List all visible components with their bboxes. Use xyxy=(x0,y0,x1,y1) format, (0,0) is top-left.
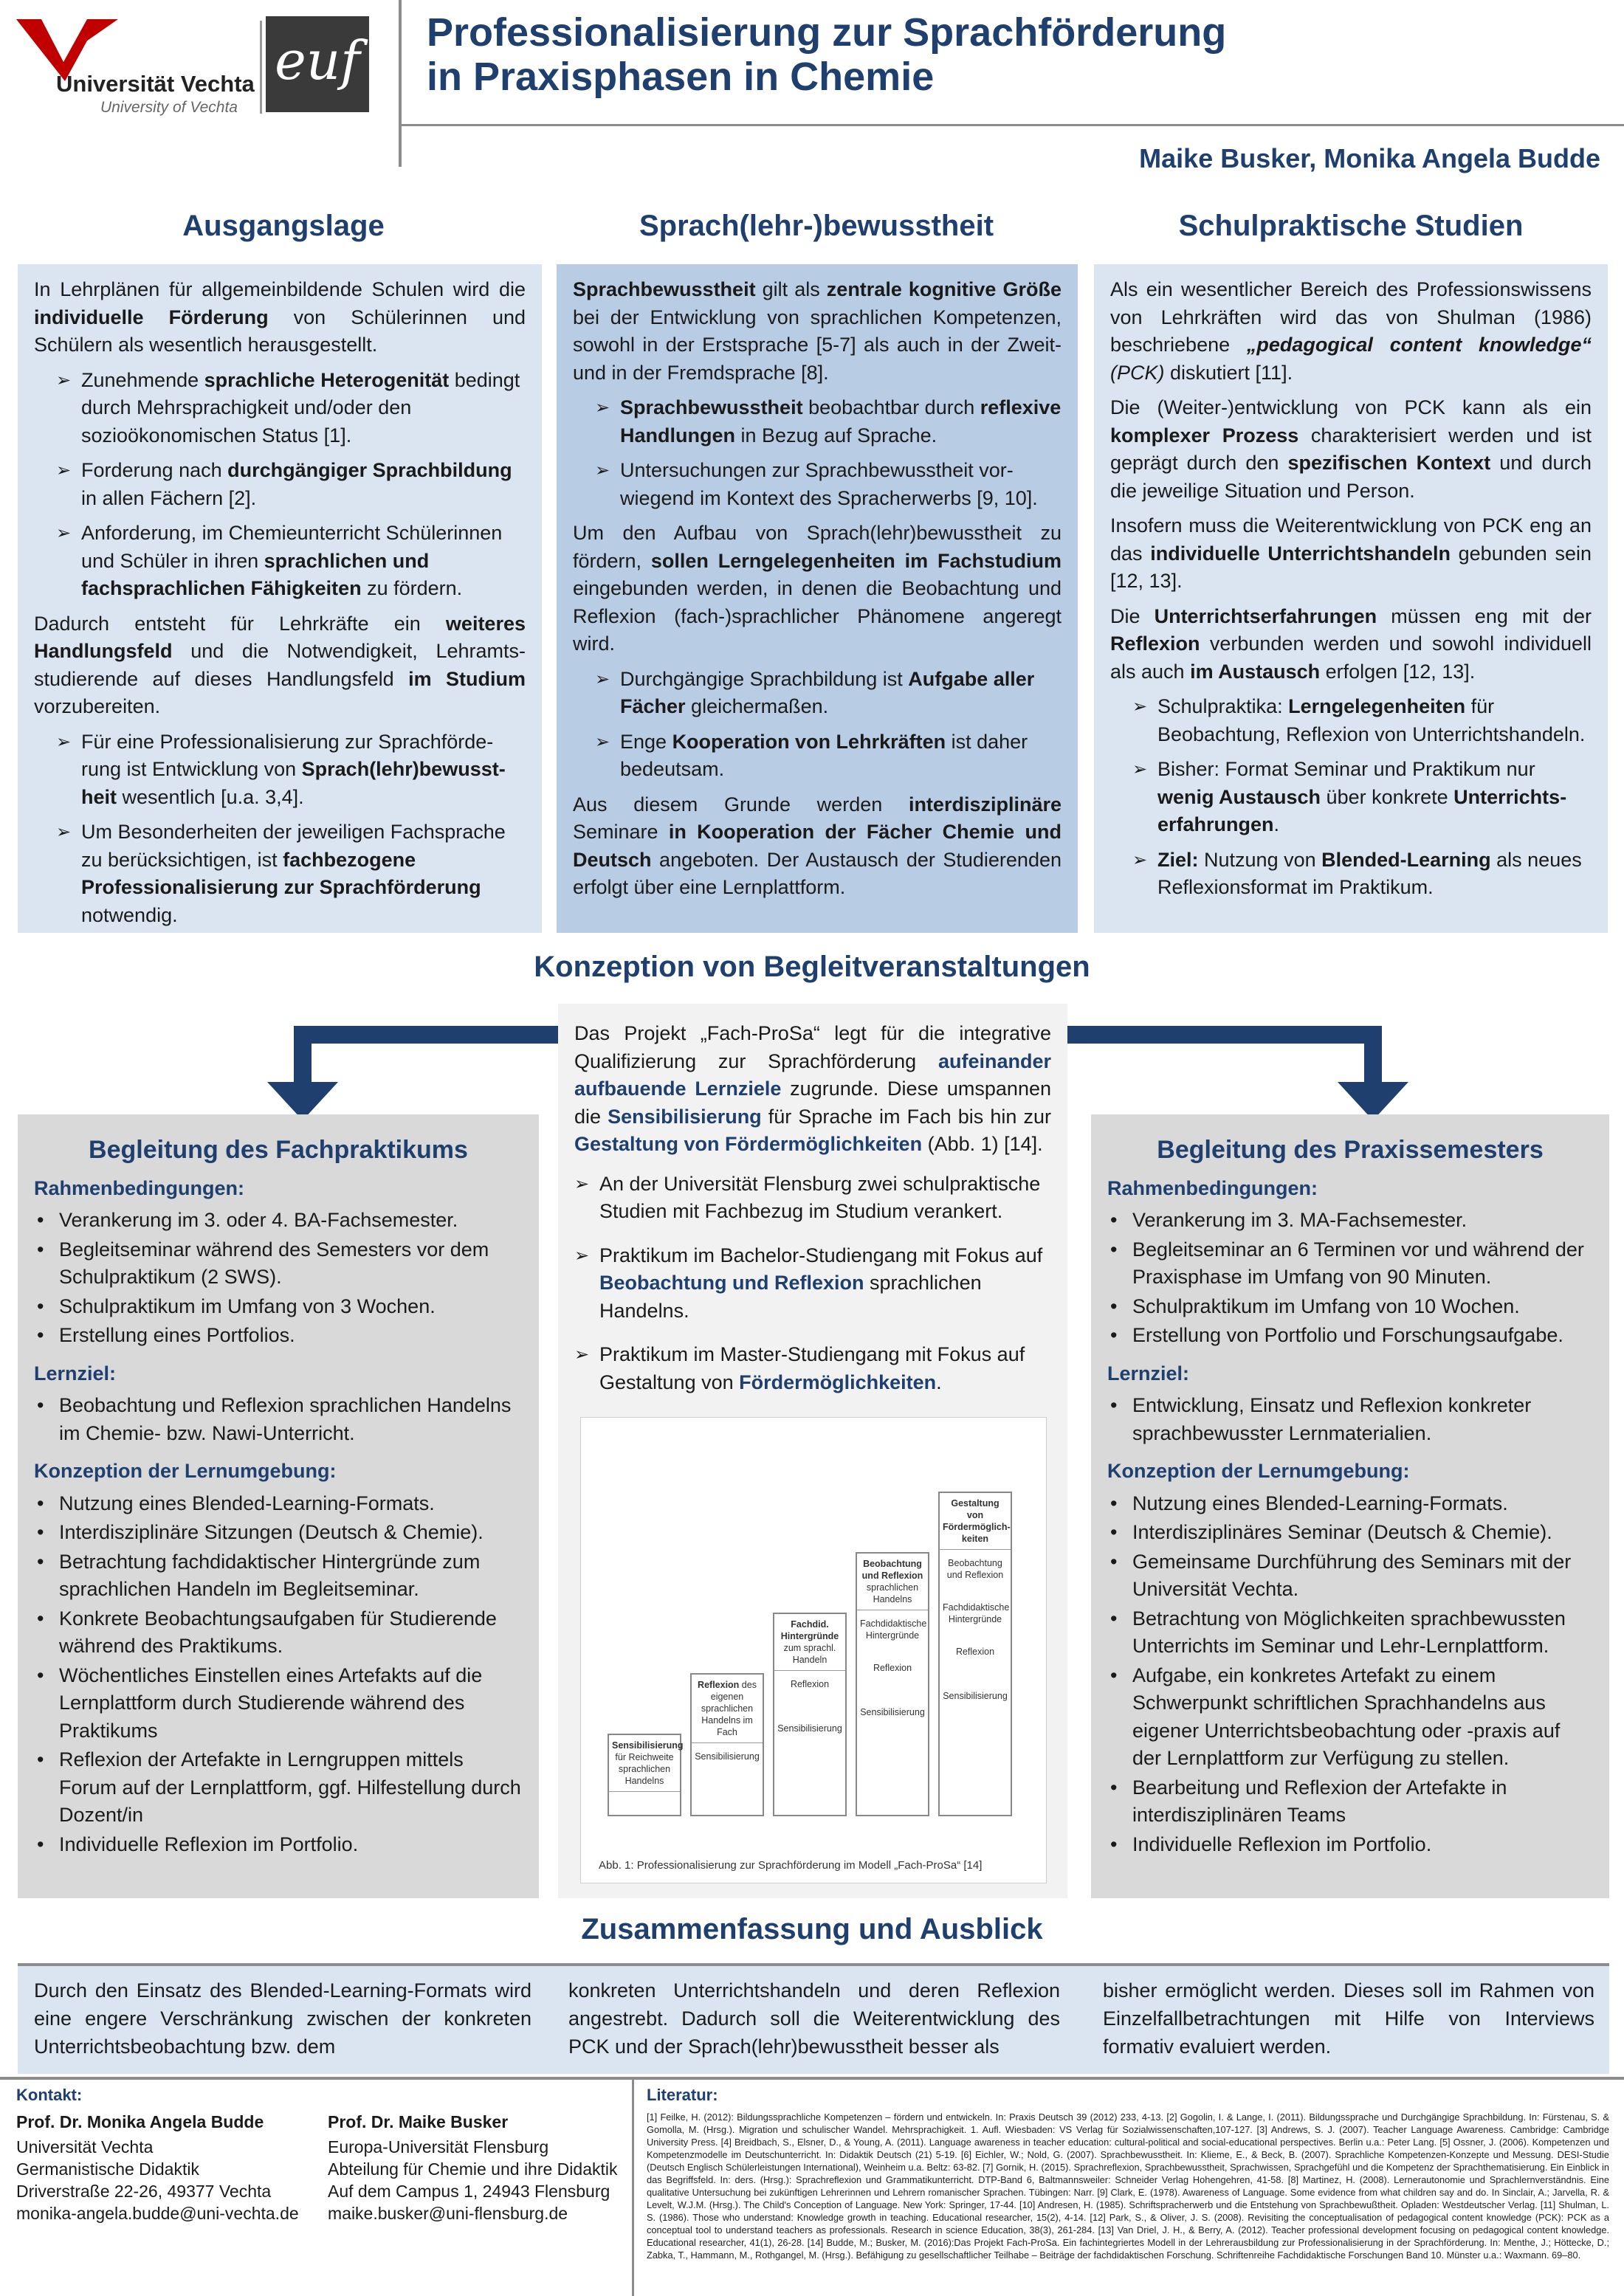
list-item: ➢ Enge Kooperation von Lehrkräften ist daher bedeutsam. xyxy=(595,728,1062,784)
sprach-list-1 xyxy=(573,394,1062,512)
poster-title-line-1: Professionalisierung zur Sprachförderung xyxy=(427,10,1227,55)
list-item: • Interdisziplinäre Sitzungen (Deutsch & Chemie). xyxy=(34,1519,523,1547)
literatur-title: Literatur: xyxy=(647,2086,718,2104)
contact-busker xyxy=(328,2111,617,2224)
contact-line: Germanistische Didaktik xyxy=(16,2159,199,2179)
literatur-text: [1] Feilke, H. (2012): Bildungssprachliche Kompetenzen – fördern und entwickeln. In: Praxis Deutsch 39 (2012) 233, 4-13. [2] Gogolin, I. & Lange, I. (2011). Bildungssprache und Durchgängige Sprachbildung. In: Fürstenau, S. & Gomolla, M. (Hrsg.). Migration und schulischer Wandel. Mehrsprachigkeit. 1. Aufl. Wiesbaden: VS Verlag für Sozialwissenschaften,107-127. [3] Andrews, S. J. (2007). Teacher Language Awareness. Cambridge: Cambridge University Press. [4] Breidbach, S., Elsner, D., & Young, A. (2011). Language awareness in teacher education: cultural-political and social-educational perspectives. Berlin u.a.: Peter Lang. [5] Ossner, J. (2006). Kompetenzen und Kompetenzmodelle im Deutschunterricht. In: Didaktik Deutsch (21) 5-19. [6] Eichler, W.; Nold, G. (2007). Sprachbewusstheit. In: Klieme, E., & Beck, B. (2007). Sprachliche Kompetenzen-Konzepte und Messung. DESI-Studie (Deutsch Englisch Schülerleistungen International), Weinheim u.a. Beltz: 63-82. [7] Gornik, H. (2015). Sprachreflexion, Sprachbewusstheit, Sprachwissen, Sprachgefühl und die Kompetenz der Sprachthematisierung. Ein Einblick in das Begriffsfeld. In: ders. (Hrsg.): Sprachreflexion und Grammatikunterricht. DTP-Band 6, Baltmannsweiler: Schneider Verlag Hohengehren, 41-58. [8] Martinez, H. (2008). Lernerautonomie und Sprachlernverständnis. Eine qualitative Untersuchung bei zukünftigen Lehrerinnen und Lehrern romanischer Sprachen. Tübingen: Narr. [9] Clark, E. (1978). Awareness of Language. Some evidence from what children say and do. In Sinclair, A.; Jarvella, R. & Levelt, W.J.M. (Hrsg.). The Child's Conception of Language. New York: Springer, 17-44. [10] Andresen, H. (1985). Schriftspracherwerb und die Entstehung von Sprachbewußtheit. Opladen: Westdeutscher Verlag. [11] Shulman, L. S. (1986). Those who understand: Knowledge growth in teaching. Educational researcher, 15(2), 4-14. [12] Park, S., & Oliver, J. S. (2008). Revisiting the conceptualisation of pedagogical content knowledge (PCK): PCK as a conceptual tool to understand teachers as professionals. Research in science Education, 38(3), 261-284. [13] Van Driel, J. H., & Berry, A. (2012). Teacher professional development focusing on pedagogical content knowledge. Educational researcher, 41(1), 26-28. [14] Budde, M.; Busker, M. (2016):Das Projekt Fach-ProSa. Ein fachintegriertes Modell in der Lehrerausbildung zur Professionalisierung in der Sprachförderung. In: Menthe, J.; Höttecke, D.; Zabka, T., Hammann, M., Rothgangel, M. (Hrsg.). Befähigung zu gesellschaftlicher Teilhabe – Beiträge der fachdidaktischen Forschung. Schriftenreihe Fachdidaktische Forschungen Band 10. Münster u.a.: Waxmann. 69–80. xyxy=(647,2111,1609,2261)
fach-lernziel-list xyxy=(34,1392,523,1447)
list-item: • Begleitseminar an 6 Terminen vor und während der Praxisphase im Umfang von 90 Minuten. xyxy=(1107,1236,1593,1292)
stair-step-item: Sensibilisierung xyxy=(860,1707,925,1717)
praxis-lernumg-list xyxy=(1107,1490,1593,1859)
university-name-en: University of Vechta xyxy=(100,99,238,116)
fach-lernumg-title: Konzeption der Lernumgebung: xyxy=(34,1460,337,1482)
schul-paragraph-1: Als ein wesentlicher Bereich des Professionswissens von Lehrkräften wird das von Shulman (1986) beschriebene „pedagogical content knowledge“ (PCK) diskutiert [11]. xyxy=(1110,278,1592,384)
list-item: ➢ Für eine Professionalisierung zur Sprachförderung ist Entwicklung von Sprach(lehr)bewusstheit wesentlich [u.a. 3,4]. xyxy=(56,728,526,812)
list-item: ➢ Anforderung, im Chemieunterricht Schülerinnen und Schüler in ihren sprachlichen und fachsprachlichen Fähigkeiten zu fördern. xyxy=(56,520,526,603)
stair-step-item: Sensibilisierung xyxy=(943,1691,1008,1701)
list-item: • Nutzung eines Blended-Learning-Formats. xyxy=(34,1490,523,1518)
list-item: • Verankerung im 3. oder 4. BA-Fachsemester. xyxy=(34,1207,523,1235)
zusammenfassung-col-2: konkreten Unterrichtshandeln und deren Reflexion angestrebt. Dadurch soll die Weiterentwicklung des PCK und der Sprach(lehr)bewusstheit besser als xyxy=(568,1979,1060,2058)
list-item: ➢ Durchgängige Sprachbildung ist Aufgabe aller Fächer gleichermaßen. xyxy=(595,666,1062,721)
sprach-list-2 xyxy=(573,666,1062,784)
list-item: ➢ Bisher: Format Seminar und Praktikum nur wenig Austausch über konkrete Unterrichtserfahrungen. xyxy=(1132,756,1592,839)
kontakt-title: Kontakt: xyxy=(16,2086,83,2104)
list-item: • Erstellung eines Portfolios. xyxy=(34,1322,523,1350)
contact-budde xyxy=(16,2111,299,2224)
list-item: ➢ Sprachbewusstheit beobachtbar durch reflexive Handlungen in Bezug auf Sprache. xyxy=(595,394,1062,449)
fach-rahmen-list xyxy=(34,1207,523,1350)
schul-title: Schulpraktische Studien xyxy=(1178,210,1524,242)
contact-name: Prof. Dr. Maike Busker xyxy=(328,2112,509,2131)
sprach-box xyxy=(557,264,1078,933)
stair-step-item: Beobachtung und Reflexion xyxy=(946,1558,1004,1580)
list-item: ➢ Um Besonderheiten der jeweiligen Fachsprache zu berücksichtigen, ist fachbezogene Professionalisierung zur Sprachförderung notwendig. xyxy=(56,818,526,929)
contact-line: Auf dem Campus 1, 24943 Flensburg xyxy=(328,2182,610,2201)
fach-prosa-figure xyxy=(580,1417,1047,1883)
praxis-lernumg-title: Konzeption der Lernumgebung: xyxy=(1107,1460,1410,1482)
stairs-diagram xyxy=(581,1418,1046,1831)
university-name: Universität Vechta xyxy=(56,71,255,97)
zusammenfassung-box xyxy=(18,1963,1609,2074)
sprach-title: Sprach(lehr-)bewusstheit xyxy=(639,210,994,242)
fach-lernumg-list xyxy=(34,1490,523,1859)
fach-lernziel-title: Lernziel: xyxy=(34,1362,117,1385)
list-item: ➢ Ziel: Nutzung von Blended-Learning als neues Reflexionsformat im Praktikum. xyxy=(1132,847,1592,902)
contact-line: Europa-Universität Flensburg xyxy=(328,2137,549,2157)
euf-logo: euf xyxy=(266,16,369,112)
contact-line[interactable]: maike.busker@uni-flensburg.de xyxy=(328,2204,568,2223)
list-item: • Schulpraktikum im Umfang von 10 Wochen. xyxy=(1107,1293,1593,1321)
stair-step-item: Reflexion xyxy=(790,1679,830,1689)
stair-step xyxy=(938,1492,1012,1816)
list-item: • Entwicklung, Einsatz und Reflexion konkreter sprachbewusster Lernmaterialien. xyxy=(1107,1392,1593,1447)
list-item: • Schulpraktikum im Umfang von 3 Wochen. xyxy=(34,1293,523,1321)
list-item: • Individuelle Reflexion im Portfolio. xyxy=(1107,1831,1593,1859)
schul-paragraph-4: Die Unterrichtserfahrungen müssen eng mit der Reflexion verbunden werden und sowohl individuell als auch im Austausch erfolgen [12, 13]. xyxy=(1110,604,1592,683)
list-item: • Betrachtung von Möglichkeiten sprachbewussten Unterrichts im Seminar und Lehr-Lernplattform. xyxy=(1107,1605,1593,1661)
list-item: • Wöchentliches Einstellen eines Artefakts auf die Lernplattform durch Studierende während des Praktikums xyxy=(34,1662,523,1745)
logo-divider xyxy=(260,21,262,114)
stair-step-item: Reflexion xyxy=(955,1647,995,1657)
ausgangslage-paragraph-2: Dadurch entsteht für Lehrkräfte ein weiteres Handlungsfeld und die Notwendigkeit, Lehramtsstudierende auf dieses Handlungsfeld im Studium vorzubereiten. xyxy=(34,612,526,717)
stair-step xyxy=(773,1613,847,1816)
zusammenfassung-col-3: bisher ermöglicht werden. Dieses soll im Rahmen von Einzelfallbetrachtungen mit Hilfe von Interviews formativ evaluiert werden. xyxy=(1103,1979,1594,2058)
stair-step-heading: Fachdid. Hintergründe zum sprachl. Handeln xyxy=(774,1614,845,1671)
list-item: ➢ An der Universität Flensburg zwei schulpraktische Studien mit Fachbezug im Studium verankert. xyxy=(574,1171,1051,1226)
poster-title-line-2: in Praxisphasen in Chemie xyxy=(427,55,935,99)
list-item: ➢ Zunehmende sprachliche Heterogenität bedingt durch Mehrsprachigkeit und/oder den sozioökonomischen Status [1]. xyxy=(56,367,526,450)
list-item: ➢ Untersuchungen zur Sprachbewusstheit vorwiegend im Kontext des Spracherwerbs [9, 10]. xyxy=(595,457,1062,512)
stair-step-item: Fachdidaktische Hintergründe xyxy=(860,1618,927,1641)
ausgangslage-box xyxy=(18,264,542,933)
konzeption-list xyxy=(574,1171,1051,1397)
figure-caption: Abb. 1: Professionalisierung zur Sprachförderung im Modell „Fach-ProSa“ [14] xyxy=(599,1859,983,1872)
ausgangslage-list-1 xyxy=(34,367,526,603)
list-item: • Nutzung eines Blended-Learning-Formats. xyxy=(1107,1490,1593,1518)
konzeption-title: Konzeption von Begleitveranstaltungen xyxy=(534,951,1090,983)
stair-step-item: Sensibilisierung xyxy=(777,1723,842,1734)
stair-step-item: Fachdidaktische Hintergründe xyxy=(943,1602,1010,1624)
list-item: ➢ Praktikum im Bachelor-Studiengang mit Fokus auf Beobachtung und Reflexion sprachlichen Handelns. xyxy=(574,1242,1051,1325)
contact-line: Universität Vechta xyxy=(16,2137,154,2157)
stair-step xyxy=(608,1734,684,1816)
schul-box xyxy=(1094,264,1608,933)
list-item: • Reflexion der Artefakte in Lerngruppen mittels Forum auf der Lernplattform, ggf. Hilfestellung durch Dozent/in xyxy=(34,1746,523,1830)
list-item: ➢ Praktikum im Master-Studiengang mit Fokus auf Gestaltung von Fördermöglichkeiten. xyxy=(574,1341,1051,1396)
praxis-rahmen-title: Rahmenbedingungen: xyxy=(1107,1176,1318,1199)
praxis-box xyxy=(1091,1114,1609,1898)
footer-divider-vertical xyxy=(632,2080,634,2296)
list-item: • Erstellung von Portfolio und Forschungsaufgabe. xyxy=(1107,1322,1593,1350)
list-item: • Bearbeitung und Reflexion der Artefakte in interdisziplinären Teams xyxy=(1107,1774,1593,1830)
stair-step-item: Reflexion xyxy=(873,1663,912,1673)
footer-divider xyxy=(0,2077,1624,2080)
ausgangslage-title: Ausgangslage xyxy=(182,210,385,242)
praxis-lernziel-list xyxy=(1107,1392,1593,1447)
stair-step-heading: Reflexion des eigenen sprachlichen Handelns im Fach xyxy=(692,1675,763,1743)
schul-paragraph-3: Insofern muss die Weiterentwicklung von PCK eng an das individuelle Unterrichtshandeln gebunden sein [12, 13]. xyxy=(1110,514,1592,592)
schul-paragraph-2: Die (Weiter-)entwicklung von PCK kann als ein komplexer Prozess charakterisiert werden und ist geprägt durch den spezifischen Kontext und durch die jeweilige Situation und Person. xyxy=(1110,396,1592,502)
praxis-lernziel-title: Lernziel: xyxy=(1107,1362,1190,1385)
fach-title: Begleitung des Fachpraktikums xyxy=(89,1136,468,1164)
list-item: • Gemeinsame Durchführung des Seminars mit der Universität Vechta. xyxy=(1107,1548,1593,1604)
zusammenfassung-title: Zusammenfassung und Ausblick xyxy=(581,1913,1043,1945)
header xyxy=(0,0,1624,173)
list-item: • Konkrete Beobachtungsaufgaben für Studierende während des Praktikums. xyxy=(34,1605,523,1661)
authors: Maike Busker, Monika Angela Budde xyxy=(1139,143,1600,173)
list-item: • Individuelle Reflexion im Portfolio. xyxy=(34,1831,523,1859)
list-item: • Interdisziplinäres Seminar (Deutsch & Chemie). xyxy=(1107,1519,1593,1547)
contact-line[interactable]: monika-angela.budde@uni-vechta.de xyxy=(16,2204,299,2223)
fach-box xyxy=(18,1114,539,1898)
sprach-paragraph-3: Aus diesem Grunde werden interdisziplinäre Seminare in Kooperation der Fächer Chemie und Deutsch angeboten. Der Austausch der Studierenden erfolgt über eine Lernplattform. xyxy=(573,793,1062,898)
ausgangslage-paragraph-1: In Lehrplänen für allgemeinbildende Schulen wird die individuelle Förderung von Schülerinnen und Schülern als wesentlich herausgestellt. xyxy=(34,278,526,356)
list-item: • Aufgabe, ein konkretes Artefakt zu einem Schwerpunkt schriftlichen Sprachhandelns aus eigener Unterrichtsbeobachtung oder -praxis auf der Lernplattform zur Verfügung zu stellen. xyxy=(1107,1662,1593,1773)
list-item: • Beobachtung und Reflexion sprachlichen Handelns im Chemie- bzw. Nawi-Unterricht. xyxy=(34,1392,523,1447)
zusammenfassung-col-1: Durch den Einsatz des Blended-Learning-Formats wird eine engere Verschränkung zwischen der konkreten Unterrichtsbeobachtung bzw. dem xyxy=(34,1979,531,2058)
poster-title xyxy=(427,10,1226,99)
contact-line: Abteilung für Chemie und ihre Didaktik xyxy=(328,2159,618,2179)
list-item: • Betrachtung fachdidaktischer Hintergründe zum sprachlichen Handeln im Begleitseminar. xyxy=(34,1548,523,1604)
stair-step-item: Sensibilisierung xyxy=(695,1751,760,1762)
konzeption-paragraph-1: Das Projekt „Fach-ProSa“ legt für die integrative Qualifizierung zur Sprachförderung aufeinander aufbauende Lernziele zugrunde. Diese umspannen die Sensibilisierung für Sprache im Fach bis hin zur Gestaltung von Fördermöglichkeiten (Abb. 1) [14]. xyxy=(574,1022,1051,1155)
ausgangslage-list-2 xyxy=(34,728,526,930)
stair-step-heading: Gestaltung von Fördermöglichkeiten xyxy=(940,1493,1011,1550)
fach-rahmen-title: Rahmenbedingungen: xyxy=(34,1176,244,1199)
list-item: ➢ Schulpraktika: Lerngelegenheiten für Beobachtung, Reflexion von Unterrichtshandeln. xyxy=(1132,693,1592,748)
contact-name: Prof. Dr. Monika Angela Budde xyxy=(16,2112,264,2131)
list-item: ➢ Forderung nach durchgängiger Sprachbildung in allen Fächern [2]. xyxy=(56,457,526,512)
praxis-title: Begleitung des Praxissemesters xyxy=(1157,1136,1544,1164)
stair-step xyxy=(856,1552,929,1816)
list-item: • Begleitseminar während des Semesters vor dem Schulpraktikum (2 SWS). xyxy=(34,1236,523,1292)
stair-step xyxy=(690,1673,764,1816)
contact-line: Driverstraße 22-26, 49377 Vechta xyxy=(16,2182,272,2201)
schul-list xyxy=(1110,693,1592,902)
sprach-paragraph-2: Um den Aufbau von Sprach(lehr)bewusstheit zu fördern, sollen Lerngelegenheiten im Fachstudium eingebunden werden, in denen die Beobachtung und Reflexion (fach-)sprachlicher Phänomene angeregt wird. xyxy=(573,522,1062,655)
header-divider-vertical xyxy=(399,0,402,167)
stair-step-heading: Sensibilisierung für Reichweite sprachlichen Handelns xyxy=(609,1735,680,1792)
praxis-rahmen-list xyxy=(1107,1207,1593,1350)
stair-step-heading: Beobachtung und Reflexion sprachlichen Handelns xyxy=(857,1554,928,1610)
sprach-paragraph-1: Sprachbewusstheit gilt als zentrale kognitive Größe bei der Entwicklung von sprachlichen Kompetenzen, sowohl in der Erstsprache [5-7] als auch in der Zweit- und in der Fremdsprache [8]. xyxy=(573,278,1062,384)
list-item: • Verankerung im 3. MA-Fachsemester. xyxy=(1107,1207,1593,1235)
header-divider-horizontal xyxy=(399,124,1624,126)
